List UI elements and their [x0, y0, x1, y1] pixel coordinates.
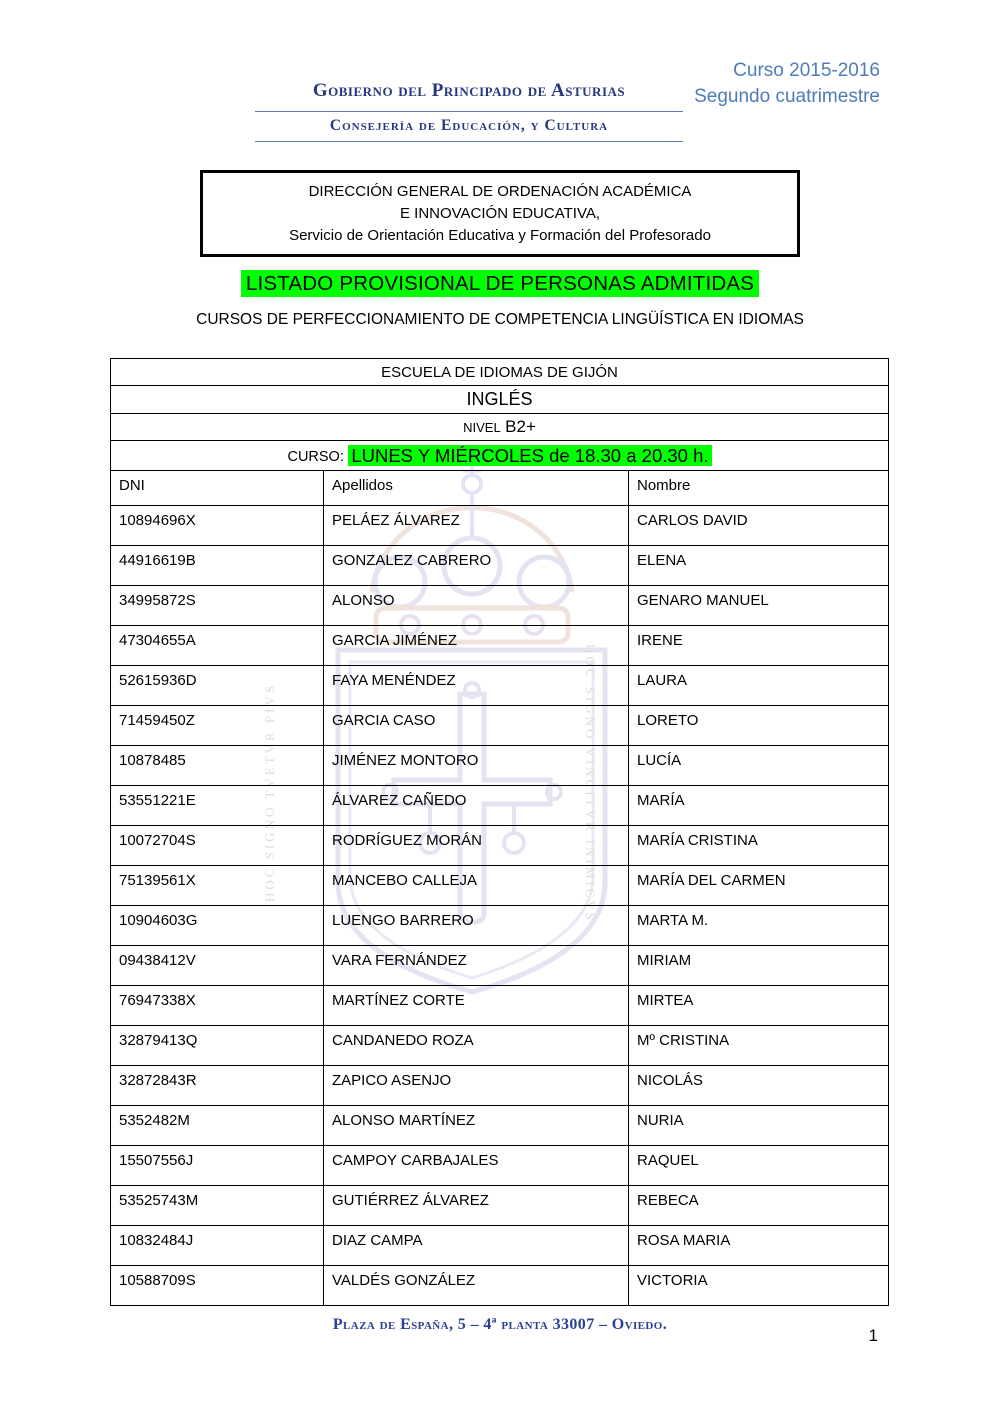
- office-line-1: DIRECCIÓN GENERAL DE ORDENACIÓN ACADÉMICA: [308, 183, 692, 200]
- table-row: [111, 1266, 889, 1306]
- apellidos-cell: ÁLVAREZ CAÑEDO: [324, 786, 629, 826]
- column-header-apellidos: Apellidos: [324, 471, 629, 506]
- apellidos-cell: ZAPICO ASENJO: [324, 1066, 629, 1106]
- dni-cell: 10588709S: [111, 1266, 324, 1306]
- watermark-motto-right: HOC SIGNO VINCITVR INIMICVS: [583, 644, 598, 924]
- table-row: [111, 786, 889, 826]
- table-row: [111, 666, 889, 706]
- table-row: [111, 1106, 889, 1146]
- course-row: [111, 441, 889, 471]
- apellidos-cell: GUTIÉRREZ ÁLVAREZ: [324, 1186, 629, 1226]
- apellidos-cell: DIAZ CAMPA: [324, 1226, 629, 1266]
- nombre-cell: ELENA: [629, 546, 889, 586]
- department-name: Consejería de Educación, y Cultura: [255, 112, 683, 142]
- dni-cell: 10878485: [111, 746, 324, 786]
- apellidos-cell: MANCEBO CALLEJA: [324, 866, 629, 906]
- language-name: INGLÉS: [111, 386, 889, 414]
- nombre-cell: ROSA MARIA: [629, 1226, 889, 1266]
- table-row: [111, 1226, 889, 1266]
- nombre-cell: CARLOS DAVID: [629, 506, 889, 546]
- office-line-3: Servicio de Orientación Educativa y Formación del Profesorado: [289, 226, 711, 244]
- nombre-cell: MARÍA: [629, 786, 889, 826]
- nombre-cell: NICOLÁS: [629, 1066, 889, 1106]
- dni-cell: 10072704S: [111, 826, 324, 866]
- table-row: [111, 906, 889, 946]
- nombre-cell: MARÍA DEL CARMEN: [629, 866, 889, 906]
- level-value: B2+: [505, 417, 536, 436]
- table-row: [111, 1066, 889, 1106]
- dni-cell: 71459450Z: [111, 706, 324, 746]
- level-row: [111, 414, 889, 441]
- dni-cell: 15507556J: [111, 1146, 324, 1186]
- apellidos-cell: GARCIA JIMÉNEZ: [324, 626, 629, 666]
- apellidos-cell: MARTÍNEZ CORTE: [324, 986, 629, 1026]
- table-row: [111, 1186, 889, 1226]
- dni-cell: 34995872S: [111, 586, 324, 626]
- table-row: [111, 546, 889, 586]
- page-subtitle: CURSOS DE PERFECCIONAMIENTO DE COMPETENCIA LINGÜÍSTICA EN IDIOMAS: [196, 311, 804, 328]
- nombre-cell: MARTA M.: [629, 906, 889, 946]
- course-label: CURSO:: [287, 448, 344, 465]
- apellidos-cell: PELÁEZ ÁLVAREZ: [324, 506, 629, 546]
- dni-cell: 47304655A: [111, 626, 324, 666]
- nombre-cell: VICTORIA: [629, 1266, 889, 1306]
- apellidos-cell: GONZALEZ CABRERO: [324, 546, 629, 586]
- dni-cell: 53525743M: [111, 1186, 324, 1226]
- table-row: [111, 506, 889, 546]
- table-row: [111, 946, 889, 986]
- apellidos-cell: FAYA MENÉNDEZ: [324, 666, 629, 706]
- nombre-cell: LORETO: [629, 706, 889, 746]
- page-title: LISTADO PROVISIONAL DE PERSONAS ADMITIDAS: [241, 270, 759, 297]
- office-line-2: E INNOVACIÓN EDUCATIVA,: [399, 204, 601, 222]
- apellidos-cell: RODRÍGUEZ MORÁN: [324, 826, 629, 866]
- dni-cell: 09438412V: [111, 946, 324, 986]
- apellidos-cell: LUENGO BARRERO: [324, 906, 629, 946]
- dni-cell: 53551221E: [111, 786, 324, 826]
- apellidos-cell: GARCIA CASO: [324, 706, 629, 746]
- dni-cell: 76947338X: [111, 986, 324, 1026]
- dni-cell: 10894696X: [111, 506, 324, 546]
- school-name: ESCUELA DE IDIOMAS DE GIJÓN: [111, 359, 889, 386]
- column-header-dni: DNI: [111, 471, 324, 506]
- roster-body: [111, 506, 889, 1306]
- apellidos-cell: CAMPOY CARBAJALES: [324, 1146, 629, 1186]
- footer-address: Plaza de España, 5 – 4ª planta 33007 – Oviedo.: [332, 1316, 668, 1333]
- table-row: [111, 826, 889, 866]
- nombre-cell: LUCÍA: [629, 746, 889, 786]
- nombre-cell: IRENE: [629, 626, 889, 666]
- issuing-office-box: [200, 170, 800, 257]
- column-header-nombre: Nombre: [629, 471, 889, 506]
- dni-cell: 44916619B: [111, 546, 324, 586]
- table-row: [111, 706, 889, 746]
- apellidos-cell: ALONSO: [324, 586, 629, 626]
- apellidos-cell: ALONSO MARTÍNEZ: [324, 1106, 629, 1146]
- nombre-cell: REBECA: [629, 1186, 889, 1226]
- nombre-cell: RAQUEL: [629, 1146, 889, 1186]
- apellidos-cell: VARA FERNÁNDEZ: [324, 946, 629, 986]
- nombre-cell: NURIA: [629, 1106, 889, 1146]
- dni-cell: 10904603G: [111, 906, 324, 946]
- dni-cell: 52615936D: [111, 666, 324, 706]
- level-label: NIVEL: [463, 420, 501, 435]
- nombre-cell: MARÍA CRISTINA: [629, 826, 889, 866]
- table-row: [111, 626, 889, 666]
- table-row: [111, 986, 889, 1026]
- watermark-motto-left: HOC SIGNO TVETVR PIVS: [262, 682, 277, 902]
- nombre-cell: GENARO MANUEL: [629, 586, 889, 626]
- table-row: [111, 866, 889, 906]
- course-term: Segundo cuatrimestre: [694, 85, 880, 107]
- letterhead: [255, 80, 683, 142]
- apellidos-cell: JIMÉNEZ MONTORO: [324, 746, 629, 786]
- table-row: [111, 586, 889, 626]
- table-row: [111, 1026, 889, 1066]
- roster-head: [111, 359, 889, 506]
- dni-cell: 32872843R: [111, 1066, 324, 1106]
- course-term-block: [694, 58, 880, 109]
- nombre-cell: Mº CRISTINA: [629, 1026, 889, 1066]
- dni-cell: 10832484J: [111, 1226, 324, 1266]
- apellidos-cell: VALDÉS GONZÁLEZ: [324, 1266, 629, 1306]
- course-schedule: LUNES Y MIÉRCOLES de 18.30 a 20.30 h.: [348, 445, 711, 466]
- dni-cell: 5352482M: [111, 1106, 324, 1146]
- dni-cell: 32879413Q: [111, 1026, 324, 1066]
- nombre-cell: MIRTEA: [629, 986, 889, 1026]
- page-number: 1: [868, 1326, 878, 1345]
- nombre-cell: MIRIAM: [629, 946, 889, 986]
- course-year: Curso 2015-2016: [733, 60, 880, 81]
- government-name: Gobierno del Principado de Asturias: [255, 80, 683, 112]
- admitted-persons-table: [110, 358, 889, 1306]
- nombre-cell: LAURA: [629, 666, 889, 706]
- table-row: [111, 746, 889, 786]
- table-row: [111, 1146, 889, 1186]
- apellidos-cell: CANDANEDO ROZA: [324, 1026, 629, 1066]
- dni-cell: 75139561X: [111, 866, 324, 906]
